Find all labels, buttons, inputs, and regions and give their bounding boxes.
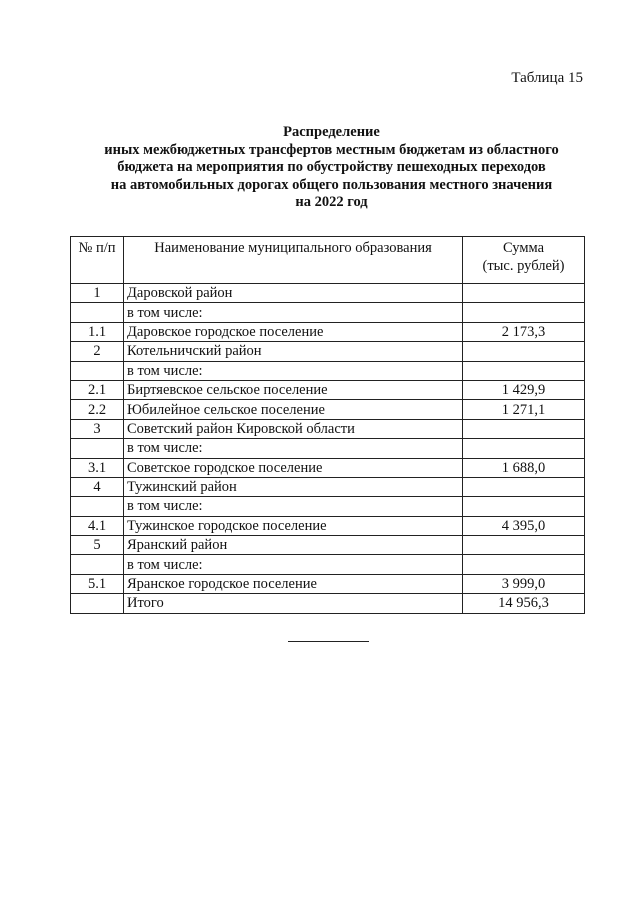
table-row xyxy=(71,594,585,613)
row-number: 2 xyxy=(71,342,124,361)
row-number xyxy=(71,594,124,613)
row-number xyxy=(71,303,124,322)
row-amount: 1 271,1 xyxy=(463,400,585,419)
row-name: в том числе: xyxy=(124,439,463,458)
header-amount xyxy=(463,237,585,284)
table-row xyxy=(71,439,585,458)
row-name: в том числе: xyxy=(124,361,463,380)
row-amount xyxy=(463,439,585,458)
row-name: в том числе: xyxy=(124,303,463,322)
header-amount-title: Сумма xyxy=(502,240,545,256)
row-amount xyxy=(463,536,585,555)
table-row xyxy=(71,574,585,593)
row-number xyxy=(71,361,124,380)
header-name: Наименование муниципального образования xyxy=(124,237,463,284)
row-name: Советское городское поселение xyxy=(124,458,463,477)
row-number: 2.2 xyxy=(71,400,124,419)
row-number: 2.1 xyxy=(71,380,124,399)
table-row xyxy=(71,477,585,496)
table-row xyxy=(71,303,585,322)
header-amount-unit: (тыс. рублей) xyxy=(482,258,565,274)
table-row xyxy=(71,361,585,380)
row-number: 5.1 xyxy=(71,574,124,593)
row-amount xyxy=(463,303,585,322)
table-row xyxy=(71,516,585,535)
row-amount xyxy=(463,284,585,303)
table-row xyxy=(71,458,585,477)
table-row xyxy=(71,536,585,555)
row-name: Тужинский район xyxy=(124,477,463,496)
row-amount: 14 956,3 xyxy=(463,594,585,613)
table-row xyxy=(71,380,585,399)
table-row xyxy=(71,342,585,361)
row-name: в том числе: xyxy=(124,497,463,516)
title-line: на 2022 год xyxy=(295,194,368,210)
header-number: № п/п xyxy=(71,237,124,284)
row-number: 4.1 xyxy=(71,516,124,535)
row-amount xyxy=(463,342,585,361)
row-number: 3.1 xyxy=(71,458,124,477)
row-amount xyxy=(463,477,585,496)
row-name: Яранское городское поселение xyxy=(124,574,463,593)
row-number: 1 xyxy=(71,284,124,303)
title-line: бюджета на мероприятия по обустройству пешеходных переходов xyxy=(117,159,546,175)
row-amount xyxy=(463,419,585,438)
title-line: на автомобильных дорогах общего пользования местного значения xyxy=(110,176,553,193)
title-line: Распределение xyxy=(283,124,380,140)
table-number-label: Таблица 15 xyxy=(511,70,583,86)
separator-line xyxy=(288,641,369,642)
row-name: в том числе: xyxy=(124,555,463,574)
distribution-table xyxy=(70,236,585,614)
row-amount xyxy=(463,361,585,380)
row-name: Яранский район xyxy=(124,536,463,555)
row-name: Биртяевское сельское поселение xyxy=(124,380,463,399)
row-name: Даровское городское поселение xyxy=(124,322,463,341)
table-row xyxy=(71,497,585,516)
table-row xyxy=(71,322,585,341)
row-number xyxy=(71,555,124,574)
table-row xyxy=(71,400,585,419)
row-amount xyxy=(463,555,585,574)
row-number: 5 xyxy=(71,536,124,555)
table-header-row xyxy=(71,237,585,284)
row-number: 4 xyxy=(71,477,124,496)
row-name: Советский район Кировской области xyxy=(124,419,463,438)
table-row xyxy=(71,555,585,574)
row-amount: 4 395,0 xyxy=(463,516,585,535)
row-amount: 1 688,0 xyxy=(463,458,585,477)
row-amount xyxy=(463,497,585,516)
table-row xyxy=(71,419,585,438)
row-amount: 3 999,0 xyxy=(463,574,585,593)
row-name: Юбилейное сельское поселение xyxy=(124,400,463,419)
row-amount: 1 429,9 xyxy=(463,380,585,399)
row-amount: 2 173,3 xyxy=(463,322,585,341)
row-number xyxy=(71,497,124,516)
title-line: иных межбюджетных трансфертов местным бюджетам из областного xyxy=(104,141,559,158)
row-name: Котельничский район xyxy=(124,342,463,361)
table-row xyxy=(71,284,585,303)
row-name: Даровской район xyxy=(124,284,463,303)
row-number: 1.1 xyxy=(71,322,124,341)
row-number xyxy=(71,439,124,458)
document-title xyxy=(0,124,633,212)
row-number: 3 xyxy=(71,419,124,438)
row-name: Тужинское городское поселение xyxy=(124,516,463,535)
row-name: Итого xyxy=(124,594,463,613)
